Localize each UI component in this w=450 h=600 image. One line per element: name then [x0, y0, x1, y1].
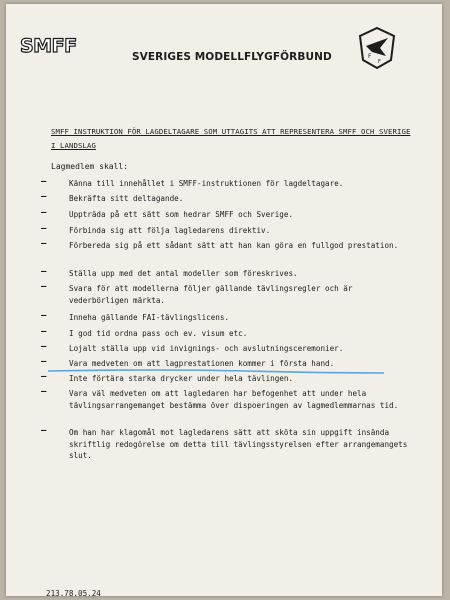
list-item-text: Lojalt ställa upp vid invignings- och avslutningsceremonier. — [69, 344, 344, 353]
intro-line: Lagmedlem skall: — [51, 162, 129, 171]
organization-name: SVERIGES MODELLFLYGFÖRBUND — [132, 51, 332, 63]
bullet-dash: – — [41, 342, 47, 352]
document-page — [6, 4, 442, 596]
list-item-text: Uppträda på ett sätt som hedrar SMFF och Sverige. — [69, 210, 294, 219]
bullet-dash: – — [41, 372, 47, 382]
smff-emblem-icon — [358, 26, 396, 70]
svg-text:F: F — [368, 53, 372, 60]
list-item-text: Inte förtära starka drycker under hela tävlingen. — [69, 374, 294, 383]
bullet-dash: – — [41, 357, 47, 367]
bullet-dash: – — [41, 208, 47, 218]
bullet-dash: – — [41, 387, 47, 397]
footer-code: 213.78.05.24 — [46, 589, 101, 598]
list-item-text: Vara medveten om att lagprestationen kommer i första hand. — [69, 359, 335, 368]
list-item-text: I god tid ordna pass och ev. visum etc. — [69, 329, 248, 338]
bullet-dash: – — [41, 177, 47, 187]
list-item-text: Om han har klagomål mot lagledarens sätt att sköta sin uppgift insända skriftlig redogörelse om detta till tävlingsstyrelsen efter arrangemangets slut. — [69, 428, 408, 460]
list-item-text: Förbinda sig att följa lagledarens direktiv. — [69, 226, 271, 235]
bullet-dash: – — [41, 282, 47, 292]
bullet-dash: – — [41, 239, 47, 249]
bullet-dash: – — [41, 192, 47, 202]
list-item-text: Bekräfta sitt deltagande. — [69, 194, 184, 203]
list-item-text: Vara väl medveten om att lagledaren har befogenhet att under hela tävlingsarrangemanget bestämma över dispoeringen av lagmedlemmarnas tid. — [69, 389, 399, 410]
list-item-text: Ställa upp med det antal modeller som föreskrives. — [69, 269, 298, 278]
smff-logo: SMFF — [20, 35, 77, 57]
bullet-dash: – — [41, 311, 47, 321]
list-item-text: Förbereda sig på ett sådant sätt att han kan göra en fullgod prestation. — [69, 241, 399, 250]
highlight-underline — [46, 367, 386, 375]
svg-text:F: F — [378, 59, 381, 65]
bullet-dash: – — [41, 267, 47, 277]
list-item-text: Inneha gällande FAI-tävlingslicens. — [69, 313, 230, 322]
bullet-dash: – — [41, 224, 47, 234]
list-item-text: Svara för att modellerna följer gällande tävlingsregler och är vederbörligen märkta. — [69, 284, 353, 305]
bullet-dash: – — [41, 327, 47, 337]
bullet-dash: – — [41, 426, 47, 436]
list-item-text: Känna till innehållet i SMFF-instruktionen för lagdeltagare. — [69, 179, 344, 188]
document-title: SMFF INSTRUKTION FÖR LAGDELTAGARE SOM UTTAGITS ATT REPRESENTERA SMFF OCH SVERIGE I LANDSLAG — [51, 127, 411, 150]
